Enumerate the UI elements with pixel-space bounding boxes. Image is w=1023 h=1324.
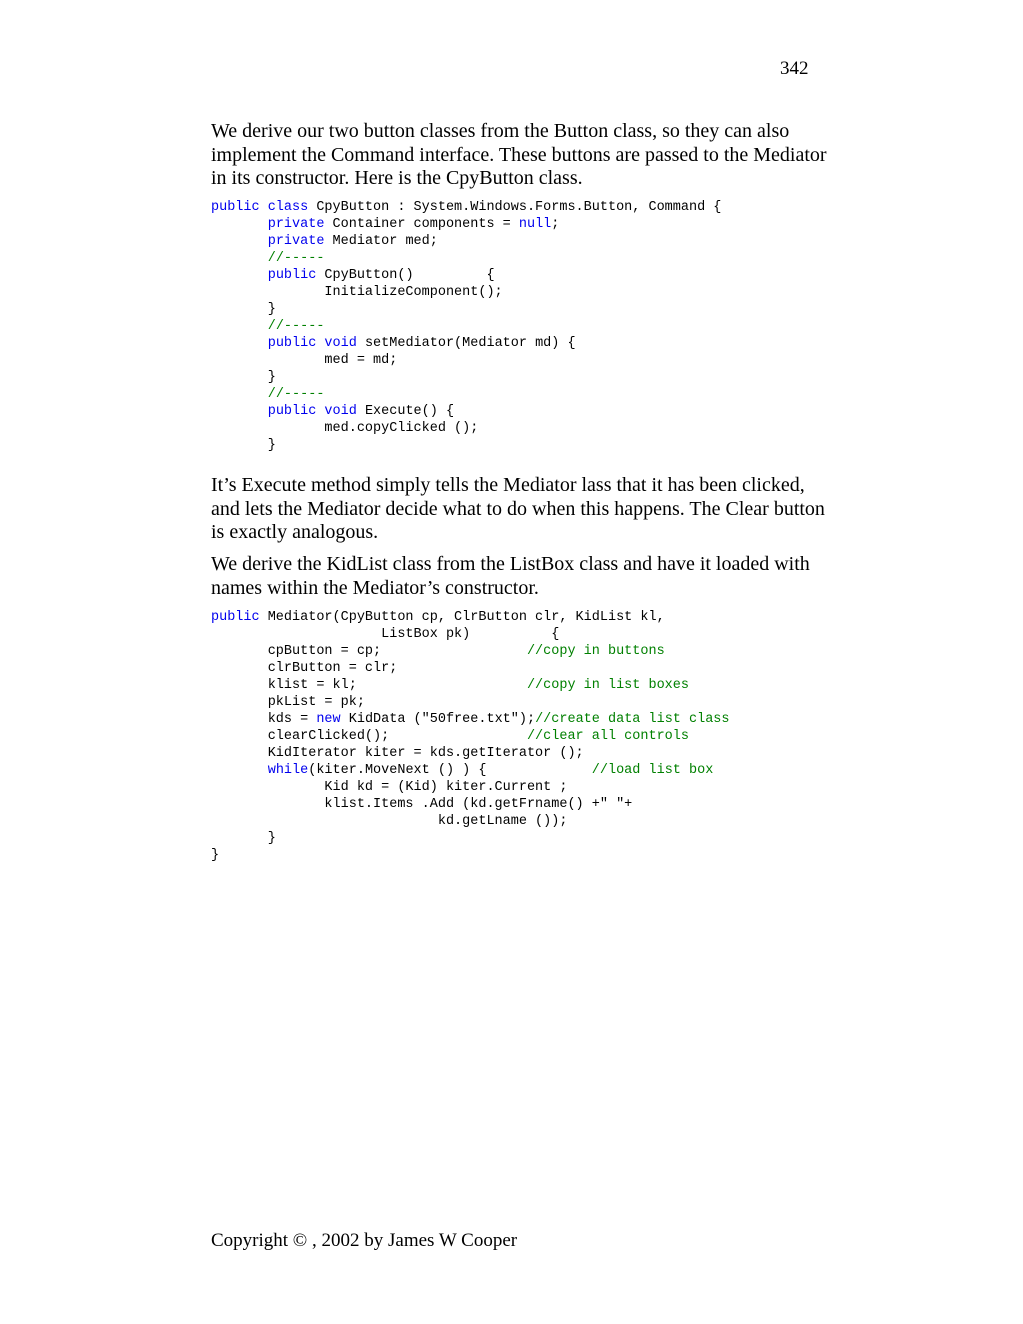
code-line	[211, 233, 721, 250]
code-line	[211, 643, 730, 660]
code-line	[211, 796, 730, 813]
code-line	[211, 386, 721, 403]
code-comment: //copy in buttons	[526, 644, 665, 659]
code-block-cpybutton	[211, 199, 721, 454]
code-keyword: private	[267, 217, 325, 232]
code-keyword: new	[316, 712, 341, 727]
code-keyword: while	[267, 763, 309, 778]
code-text	[211, 234, 268, 249]
code-text: Container components =	[324, 217, 519, 232]
code-text: ;	[551, 217, 560, 232]
code-text: (kiter.MoveNext () ) {	[308, 763, 592, 778]
code-line	[211, 318, 721, 335]
code-line	[211, 694, 730, 711]
code-line	[211, 420, 721, 437]
code-line	[211, 352, 721, 369]
code-text	[211, 251, 268, 266]
code-text: KidData ("50free.txt");	[340, 712, 536, 727]
code-text	[211, 763, 268, 778]
code-line	[211, 301, 721, 318]
code-line	[211, 437, 721, 454]
code-line	[211, 369, 721, 386]
code-comment: //copy in list boxes	[526, 678, 689, 693]
code-comment: //clear all controls	[526, 729, 689, 744]
code-comment: //create data list class	[535, 712, 730, 727]
code-text: InitializeComponent();	[211, 285, 503, 300]
code-text	[211, 387, 268, 402]
code-line	[211, 216, 721, 233]
code-text: }	[211, 302, 276, 317]
code-text: klist.Items .Add (kd.getFrname() +" "+	[211, 797, 633, 812]
copyright-footer: Copyright © , 2002 by James W Cooper	[211, 1230, 518, 1251]
code-comment: //-----	[267, 251, 325, 266]
code-text: CpyButton() {	[316, 268, 495, 283]
code-text: KidIterator kiter = kds.getIterator ();	[211, 746, 584, 761]
code-line	[211, 711, 730, 728]
code-keyword: public void	[267, 404, 357, 419]
code-text: CpyButton : System.Windows.Forms.Button, Command {	[308, 200, 722, 215]
code-text: clrButton = clr;	[211, 661, 398, 676]
code-line	[211, 284, 721, 301]
code-text	[211, 217, 268, 232]
code-text: Kid kd = (Kid) kiter.Current ;	[211, 780, 568, 795]
code-text: pkList = pk;	[211, 695, 365, 710]
code-line	[211, 762, 730, 779]
code-text: med = md;	[211, 353, 398, 368]
paragraph-execute: It’s Execute method simply tells the Mediator lass that it has been clicked, and lets the Mediator decide what to do when this happens. The Clear button is exactly analogous.	[211, 474, 825, 543]
code-text	[211, 319, 268, 334]
code-text: Mediator med;	[324, 234, 438, 249]
paragraph-intro: We derive our two button classes from the Button class, so they can also implement the Command interface. These buttons are passed to the Mediator in its constructor. Here is the CpyButton class.	[211, 120, 827, 189]
code-comment: //-----	[267, 319, 325, 334]
code-line	[211, 403, 721, 420]
code-keyword: public	[211, 610, 260, 625]
code-text: med.copyClicked ();	[211, 421, 479, 436]
code-text: kds =	[211, 712, 317, 727]
code-block-mediator-constructor	[211, 609, 730, 864]
code-text: }	[211, 831, 276, 846]
code-text: klist = kl;	[211, 678, 527, 693]
code-line	[211, 199, 721, 216]
code-line	[211, 660, 730, 677]
code-text	[211, 336, 268, 351]
code-keyword: public class	[211, 200, 309, 215]
code-text: }	[211, 370, 276, 385]
code-line	[211, 609, 730, 626]
code-keyword: public	[267, 268, 317, 283]
code-line	[211, 745, 730, 762]
code-line	[211, 847, 730, 864]
code-text: setMediator(Mediator md) {	[356, 336, 576, 351]
code-text	[211, 404, 268, 419]
code-text: Mediator(CpyButton cp, ClrButton clr, KidList kl,	[259, 610, 665, 625]
code-line	[211, 779, 730, 796]
code-line	[211, 250, 721, 267]
code-line	[211, 677, 730, 694]
page-number: 342	[780, 58, 809, 79]
code-text: kd.getLname ());	[211, 814, 568, 829]
code-text	[211, 268, 268, 283]
code-line	[211, 267, 721, 284]
code-text: Execute() {	[356, 404, 455, 419]
code-line	[211, 728, 730, 745]
code-text: ListBox pk) {	[211, 627, 560, 642]
code-keyword: private	[267, 234, 325, 249]
code-line	[211, 626, 730, 643]
code-text: }	[211, 848, 220, 863]
code-line	[211, 813, 730, 830]
code-text: }	[211, 438, 276, 453]
code-line	[211, 335, 721, 352]
code-keyword: null	[518, 217, 552, 232]
code-line	[211, 830, 730, 847]
code-comment: //-----	[267, 387, 325, 402]
paragraph-kidlist: We derive the KidList class from the ListBox class and have it loaded with names within the Mediator’s constructor.	[211, 553, 810, 599]
code-comment: //load list box	[591, 763, 714, 778]
code-text: clearClicked();	[211, 729, 527, 744]
code-keyword: public void	[267, 336, 357, 351]
code-text: cpButton = cp;	[211, 644, 527, 659]
